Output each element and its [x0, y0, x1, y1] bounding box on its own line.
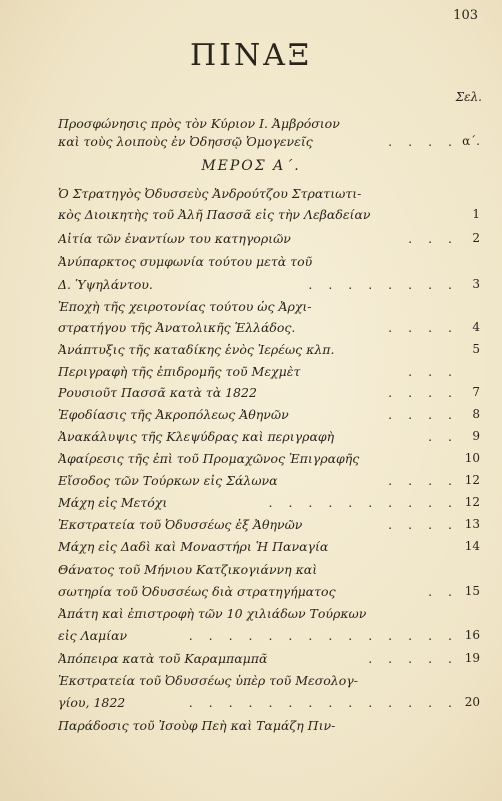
toc-entry: [58, 254, 480, 274]
toc-entry-page: 10: [464, 451, 480, 465]
toc-entry-page: 14: [464, 539, 480, 553]
toc-entry-text: εἰς Λαμίαν: [58, 628, 128, 643]
toc-entry-page: 7: [472, 385, 480, 399]
toc-entry-text: Ἐκστρατεία τοῦ Ὀδυσσέως ἐξ Ἀθηνῶν: [58, 517, 303, 532]
toc-entry-text: Περιγραφὴ τῆς ἐπιδρομῆς τοῦ Μεχμὲτ: [58, 364, 301, 379]
toc-entry-text: κὸς Διοικητὴς τοῦ Ἀλῆ Πασσᾶ εἰς τὴν Λεβαδείαν: [58, 207, 371, 222]
toc-entry-text: Θάνατος τοῦ Μήνιου Κατζικογιάννη καὶ: [58, 562, 318, 577]
toc-entry-text: Ἀπάτη καὶ ἐπιστροφὴ τῶν 10 χιλιάδων Τούρκων: [58, 606, 367, 621]
leader-dots: . . . .: [388, 134, 458, 149]
toc-entry-page: 2: [472, 231, 480, 245]
toc-entry-text: Μάχη εἰς Μετόχι: [58, 495, 168, 510]
toc-entry-text: Ἐφοδίασις τῆς Ἀκροπόλεως Ἀθηνῶν: [58, 407, 289, 422]
toc-entry: [58, 718, 480, 738]
toc-entry-text: Ἀφαίρεσις τῆς ἐπὶ τοῦ Προμαχῶνος Ἐπιγραφῆς: [58, 451, 360, 466]
toc-entry-text: Εἴσοδος τῶν Τούρκων εἰς Σάλωνα: [58, 473, 278, 488]
toc-entry-page: 16: [464, 628, 480, 642]
leader-dots: . . . .: [388, 473, 458, 488]
toc-entry-text: Ἐποχὴ τῆς χειροτονίας τούτου ὡς Ἀρχι-: [58, 299, 312, 314]
toc-entry-text: γίου, 1822: [58, 695, 126, 710]
toc-entry: [58, 539, 480, 559]
toc-entry: [58, 320, 480, 340]
toc-entry: [58, 495, 480, 515]
toc-entry: [58, 277, 480, 297]
leader-dots: . . . .: [388, 407, 458, 422]
toc-entry: [58, 186, 480, 206]
section-title: ΜΕΡΟΣ Α΄.: [201, 158, 301, 174]
toc-entry-page: 20: [464, 695, 480, 709]
toc-entry: [58, 651, 480, 671]
toc-entry-text: Ἀνακάλυψις τῆς Κλεψύδρας καὶ περιγραφὴ: [58, 429, 335, 444]
toc-entry-text: Ρουσιοῦτ Πασσᾶ κατὰ τὰ 1822: [58, 385, 257, 400]
toc-entry-page: 3: [472, 277, 480, 291]
toc-entry: [58, 429, 480, 449]
toc-entry: [58, 562, 480, 582]
toc-entry-page: 8: [472, 407, 480, 421]
leader-dots: . . . .: [388, 320, 458, 335]
leader-dots: . . . . .: [368, 651, 458, 666]
toc-entry-text: στρατήγου τῆς Ἀνατολικῆς Ἑλλάδος.: [58, 320, 296, 335]
toc-entry: [58, 673, 480, 693]
page-title: ΠΙΝΑΞ: [189, 38, 313, 73]
leader-dots: . . . .: [388, 385, 458, 400]
toc-entry-page: 5: [472, 342, 480, 356]
toc-entry-page: 13: [464, 517, 480, 531]
toc-entry-text: καὶ τοὺς λοιποὺς ἐν Ὀδησσῷ Ὁμογενεῖς: [58, 134, 313, 149]
toc-entry: [58, 407, 480, 427]
toc-entry-page: α΄.: [462, 134, 480, 148]
toc-entry: [58, 299, 480, 319]
page-column-label: Σελ.: [455, 90, 482, 104]
toc-entry-page: 4: [472, 320, 480, 334]
toc-entry: [58, 606, 480, 626]
toc-entry: [58, 231, 480, 251]
toc-entry: [58, 451, 480, 471]
toc-entry-text: Αἰτία τῶν ἐναντίων του κατηγοριῶν: [58, 231, 291, 246]
toc-entry-page: 9: [472, 429, 480, 443]
leader-dots: . . . . . . . . . . . . . .: [188, 695, 458, 710]
toc-entry-page: 1: [472, 207, 480, 221]
toc-entry: [58, 517, 480, 537]
leader-dots: . . . .: [388, 517, 458, 532]
toc-entry-page: 19: [464, 651, 480, 665]
toc-entry-text: Ἀνύπαρκτος συμφωνία τούτου μετὰ τοῦ: [58, 254, 313, 269]
toc-entry-text: Ὁ Στρατηγὸς Ὀδυσσεὺς Ἀνδρούτζου Στρατιωτι-: [58, 186, 362, 201]
toc-entry: [58, 116, 480, 136]
leader-dots: . . . . . . . . . .: [268, 495, 458, 510]
toc-entry: [58, 473, 480, 493]
toc-entry-text: Ἐκστρατεία τοῦ Ὀδυσσέως ὑπὲρ τοῦ Μεσολογ-: [58, 673, 358, 688]
toc-entry-page: 15: [464, 584, 480, 598]
toc-entry-page: 12: [464, 495, 480, 509]
toc-entry: [58, 695, 480, 715]
leader-dots: . . . . . . . .: [308, 277, 458, 292]
toc-entry: [58, 364, 480, 384]
toc-entry-text: Ἀνάπτυξις τῆς καταδίκης ἑνὸς Ἱερέως κλπ.: [58, 342, 335, 357]
leader-dots: . .: [428, 584, 458, 599]
toc-entry: [58, 385, 480, 405]
toc-entry-page: 12: [464, 473, 480, 487]
toc-entry: [58, 134, 480, 154]
toc-entry: [58, 584, 480, 604]
toc-entry-text: Μάχη εἰς Δαδὶ καὶ Μοναστήρι Ἡ Παναγία: [58, 539, 329, 554]
toc-entry-text: Δ. Ὑψηλάντου.: [58, 277, 153, 292]
toc-entry-text: σωτηρία τοῦ Ὀδυσσέως διὰ στρατηγήματος: [58, 584, 336, 599]
toc-entry-text: Ἀπόπειρα κατὰ τοῦ Καραμπαμπᾶ: [58, 651, 268, 666]
toc-entry-text: Παράδοσις τοῦ Ἰσοὺφ Πεὴ καὶ Ταμάζη Πιν-: [58, 718, 336, 733]
leader-dots: . .: [428, 429, 458, 444]
toc-entry-text: Προσφώνησις πρὸς τὸν Κύριον Ι. Ἀμβρόσιον: [58, 116, 340, 131]
page-number: 103: [453, 8, 478, 23]
toc-entry: [58, 628, 480, 648]
leader-dots: . . .: [408, 364, 458, 379]
toc-entry: [58, 342, 480, 362]
leader-dots: . . . . . . . . . . . . . .: [188, 628, 458, 643]
leader-dots: . . .: [408, 231, 458, 246]
toc-entry: [58, 207, 480, 227]
